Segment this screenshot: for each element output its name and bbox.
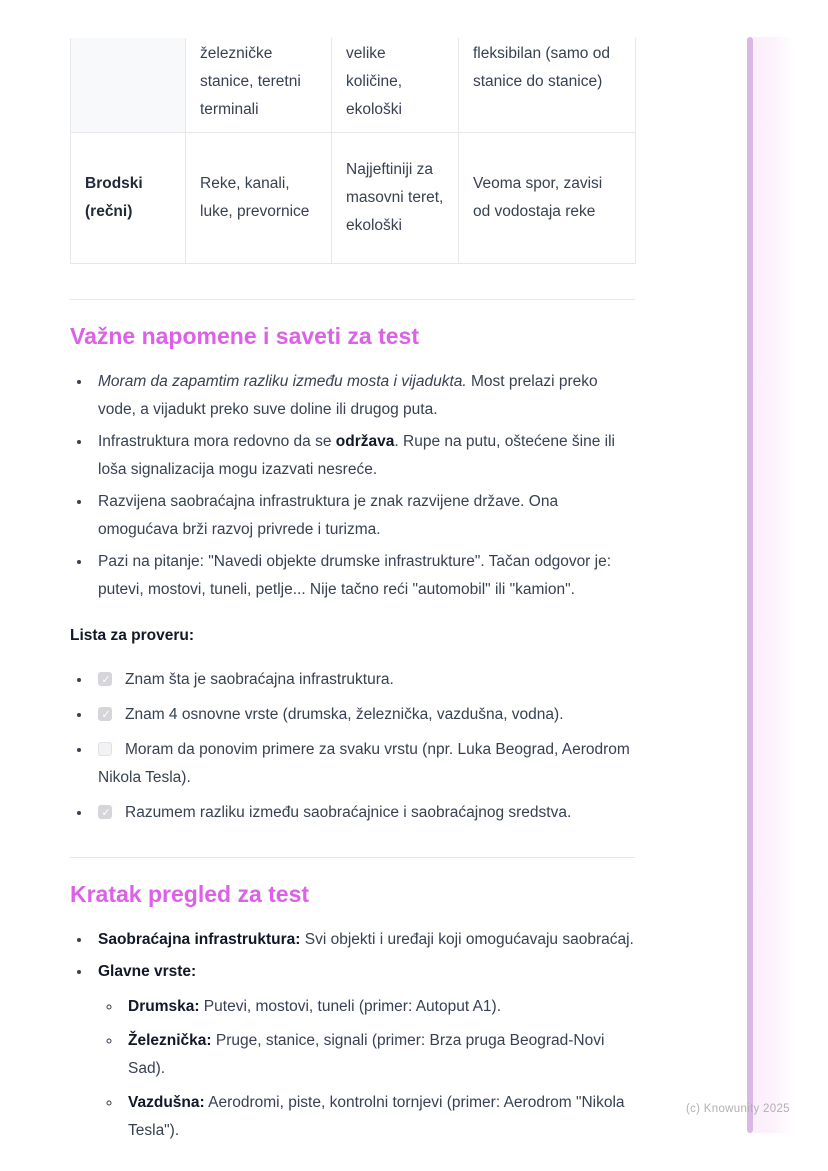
table-row [71, 133, 636, 264]
table-cell: železničke stanice, teretni terminali [186, 38, 332, 133]
table-row [71, 38, 636, 133]
list-item: • Moram da zapamtim razliku između mosta i vijadukta. Most prelazi preko vode, a vijadukt preko suve doline ili drugog puta. [92, 368, 635, 424]
table-cell: Reke, kanali, luke, prevornice [186, 133, 332, 264]
document-page [70, 0, 635, 1151]
section-title-review: Kratak pregled za test [70, 881, 310, 907]
list-item-label: Glavne vrste: [98, 963, 197, 980]
checklist-item [92, 736, 635, 792]
checklist-item [92, 666, 635, 694]
list-item: • Infrastruktura mora redovno da se održava. Rupe na putu, oštećene šine ili loša signalizacija mogu izazvati nesreće. [92, 428, 635, 484]
sub-list-item: ◦ Drumska: Putevi, mostovi, tuneli (primer: Autoput A1). [122, 993, 635, 1021]
review-sub-list [98, 993, 635, 1145]
sub-list-item: ◦ Železnička: Pruge, stanice, signali (primer: Brza pruga Beograd-Novi Sad). [122, 1027, 635, 1083]
review-bullet-list [70, 926, 635, 1145]
checkbox-icon[interactable] [98, 672, 112, 686]
checklist-item-label: Razumem razliku između saobraćajnice i saobraćajnog sredstva. [125, 804, 572, 821]
checkbox-icon[interactable] [98, 805, 112, 819]
transport-comparison-table [70, 38, 636, 264]
checklist-item-label: Znam šta je saobraćajna infrastruktura. [125, 671, 394, 688]
section-title-notes: Važne napomene i saveti za test [70, 323, 419, 349]
copyright-watermark: (c) Knowunity 2025 [686, 1103, 790, 1115]
sub-list-item: ◦ Vazdušna: Aerodromi, piste, kontrolni tornjevi (primer: Aerodrom "Nikola Tesla"). [122, 1089, 635, 1145]
checkmark-icon: • ✓ [101, 709, 111, 721]
checklist-label: Lista za proveru: [70, 627, 195, 644]
section-divider [70, 857, 635, 858]
table-cell-row-header [71, 38, 186, 133]
checkmark-icon: • ✓ [101, 807, 111, 819]
checklist-item [92, 701, 635, 729]
table-cell: velike količine, ekološki [332, 38, 459, 133]
section-divider [70, 299, 635, 300]
list-item [92, 958, 635, 1145]
list-item: • Saobraćajna infrastruktura: Svi objekti i uređaji koji omogućavaju saobraćaj. [92, 926, 635, 954]
list-item: • Razvijena saobraćajna infrastruktura je znak razvijene države. Ona omogućava brži razvoj privrede i turizma. [92, 488, 635, 544]
notes-bullet-list [70, 368, 635, 604]
table-cell: fleksibilan (samo od stanice do stanice) [459, 38, 636, 133]
checkmark-icon: • ✓ [101, 674, 111, 686]
checkbox-icon[interactable] [98, 742, 112, 756]
checklist-item-label: Moram da ponovim primere za svaku vrstu (npr. Luka Beograd, Aerodrom Nikola Tesla). [98, 741, 630, 786]
table-cell: Veoma spor, zavisi od vodostaja reke [459, 133, 636, 264]
next-page-preview-panel [753, 37, 793, 1133]
checkbox-icon[interactable] [98, 707, 112, 721]
checklist-item [92, 799, 635, 827]
table-cell: Najjeftiniji za masovni teret, ekološki [332, 133, 459, 264]
list-item: • Pazi na pitanje: "Navedi objekte drumske infrastrukture". Tačan odgovor je: putevi, mostovi, tuneli, petlje... Nije tačno reći "automobil" ili "kamion". [92, 548, 635, 604]
checklist-item-label: Znam 4 osnovne vrste (drumska, železnička, vazdušna, vodna). [125, 706, 564, 723]
checklist [70, 666, 635, 827]
table-cell-row-header: Brodski (rečni) [71, 133, 186, 264]
scrollbar-thumb[interactable] [747, 37, 753, 1133]
